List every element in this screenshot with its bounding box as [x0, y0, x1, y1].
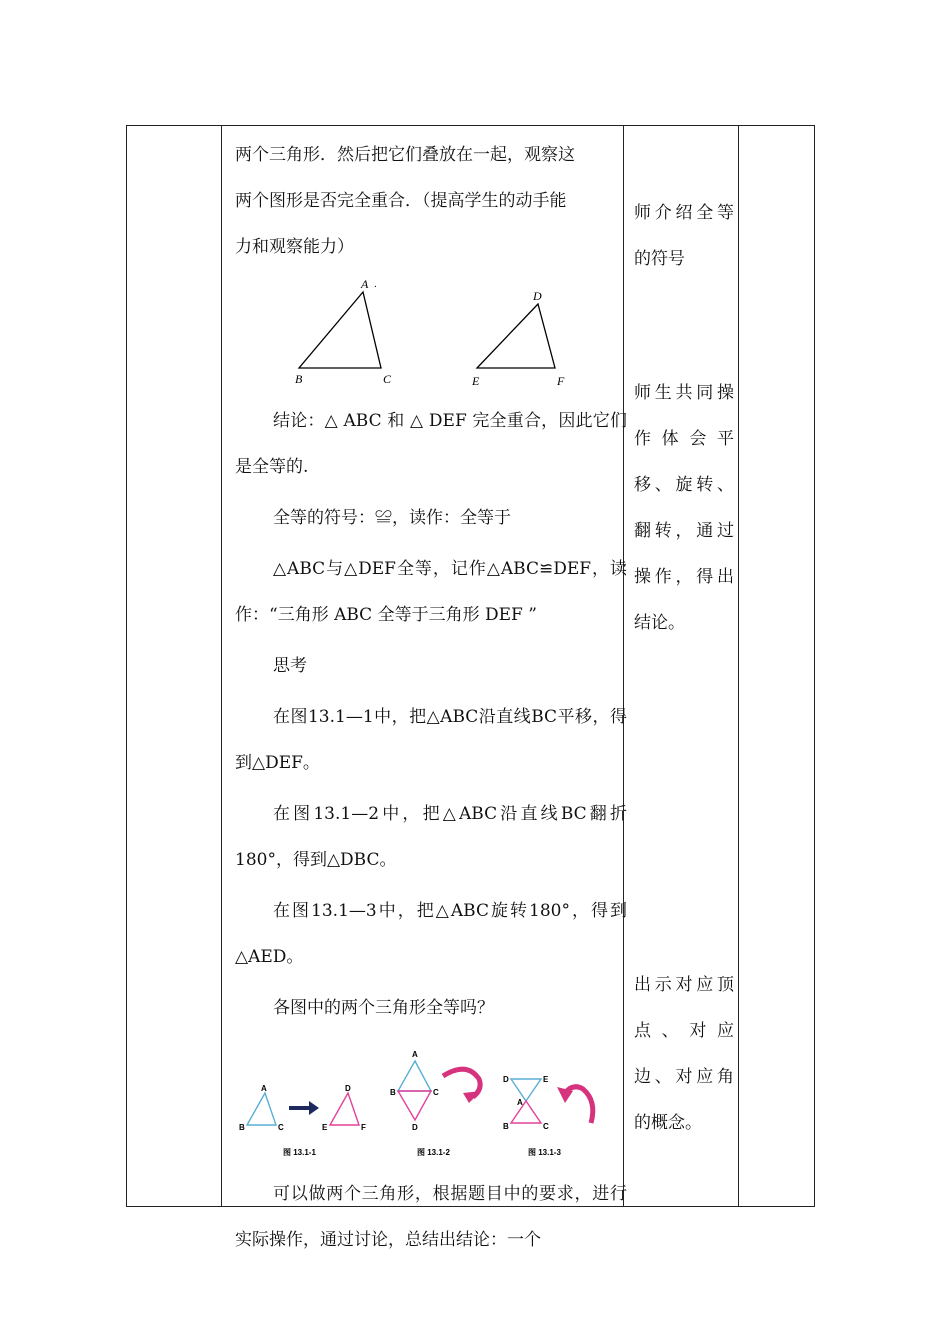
- label-b: B: [295, 372, 303, 386]
- side-note-operation: 师生共同操作体会平移、旋转、翻转，通过操作，得出结论。: [634, 383, 734, 633]
- triangle-pink: [511, 1101, 541, 1123]
- conclusion-text: 结论：△ ABC 和 △ DEF 完全重合，因此它们是全等的.: [235, 411, 627, 477]
- label: E: [322, 1123, 328, 1132]
- main-content: [235, 132, 627, 1263]
- column-divider: [738, 126, 739, 1206]
- label: C: [543, 1122, 549, 1131]
- label-e: E: [472, 374, 480, 388]
- label: D: [412, 1123, 418, 1132]
- lesson-table: [126, 125, 815, 1250]
- arrow-icon: [309, 1101, 319, 1115]
- label: C: [433, 1088, 439, 1097]
- symbol-text: 全等的符号：≌，读作：全等于: [273, 508, 511, 528]
- label-f: F: [557, 374, 565, 388]
- question-text: 各图中的两个三角形全等吗？: [273, 998, 494, 1018]
- caption: 图 13.1-2: [417, 1148, 450, 1157]
- label: F: [361, 1123, 366, 1132]
- text-line: 两个三角形．然后把它们叠放在一起，观察这: [235, 145, 575, 165]
- label: A: [517, 1098, 523, 1107]
- label: B: [390, 1088, 396, 1097]
- triangle-abc: [299, 292, 381, 368]
- side-note-symbol: 师介绍全等的符号: [634, 203, 734, 269]
- transform-figures: [235, 1031, 627, 1171]
- triangle-blue: [247, 1093, 276, 1125]
- paragraph-translate: 在图13.1—1中，把△ABC沿直线BC平移，得到△DEF。: [235, 707, 627, 773]
- caption: 图 13.1-3: [528, 1148, 561, 1157]
- mark-dot: ·: [374, 282, 377, 293]
- label: A: [261, 1084, 267, 1093]
- label: D: [345, 1084, 351, 1093]
- triangle-pink: [330, 1093, 359, 1125]
- label: B: [239, 1123, 245, 1132]
- label: E: [543, 1075, 549, 1084]
- column-divider: [221, 126, 222, 1206]
- label-a: A: [361, 277, 369, 291]
- think-heading: 思考: [273, 656, 307, 676]
- triangle-blue: [398, 1061, 431, 1091]
- caption: 图 13.1-1: [283, 1148, 316, 1157]
- triangle-pink: [398, 1091, 431, 1120]
- label-d: D: [533, 289, 542, 303]
- triangle-def: [477, 304, 555, 368]
- text-line: 两个图形是否完全重合．（提高学生的动手能: [235, 191, 567, 211]
- triangle-figure: [235, 270, 627, 398]
- paragraph-rotate: 在图13.1—3中，把△ABC旋转180°，得到△AED。: [235, 901, 627, 967]
- rotate-arrow-icon: [463, 1091, 481, 1103]
- side-note-correspondence: 出示对应顶点、对应边、对应角的概念。: [634, 975, 734, 1133]
- notation-text: △ABC与△DEF全等，记作△ABC≌DEF，读作：“三角形 ABC 全等于三角形 DEF ”: [235, 559, 627, 625]
- text-line: 力和观察能力）: [235, 237, 354, 257]
- label-c: C: [383, 372, 392, 386]
- final-text: 可以做两个三角形，根据题目中的要求，进行实际操作，通过讨论，总结出结论：一个: [235, 1184, 627, 1250]
- arrow-body: [289, 1106, 309, 1110]
- label: A: [412, 1050, 418, 1059]
- label: B: [503, 1122, 509, 1131]
- label: C: [278, 1123, 284, 1132]
- paragraph-flip: 在图13.1—2中，把△ABC沿直线BC翻折180°，得到△DBC。: [235, 804, 627, 870]
- triangle-blue: [511, 1079, 541, 1101]
- label: D: [503, 1075, 509, 1084]
